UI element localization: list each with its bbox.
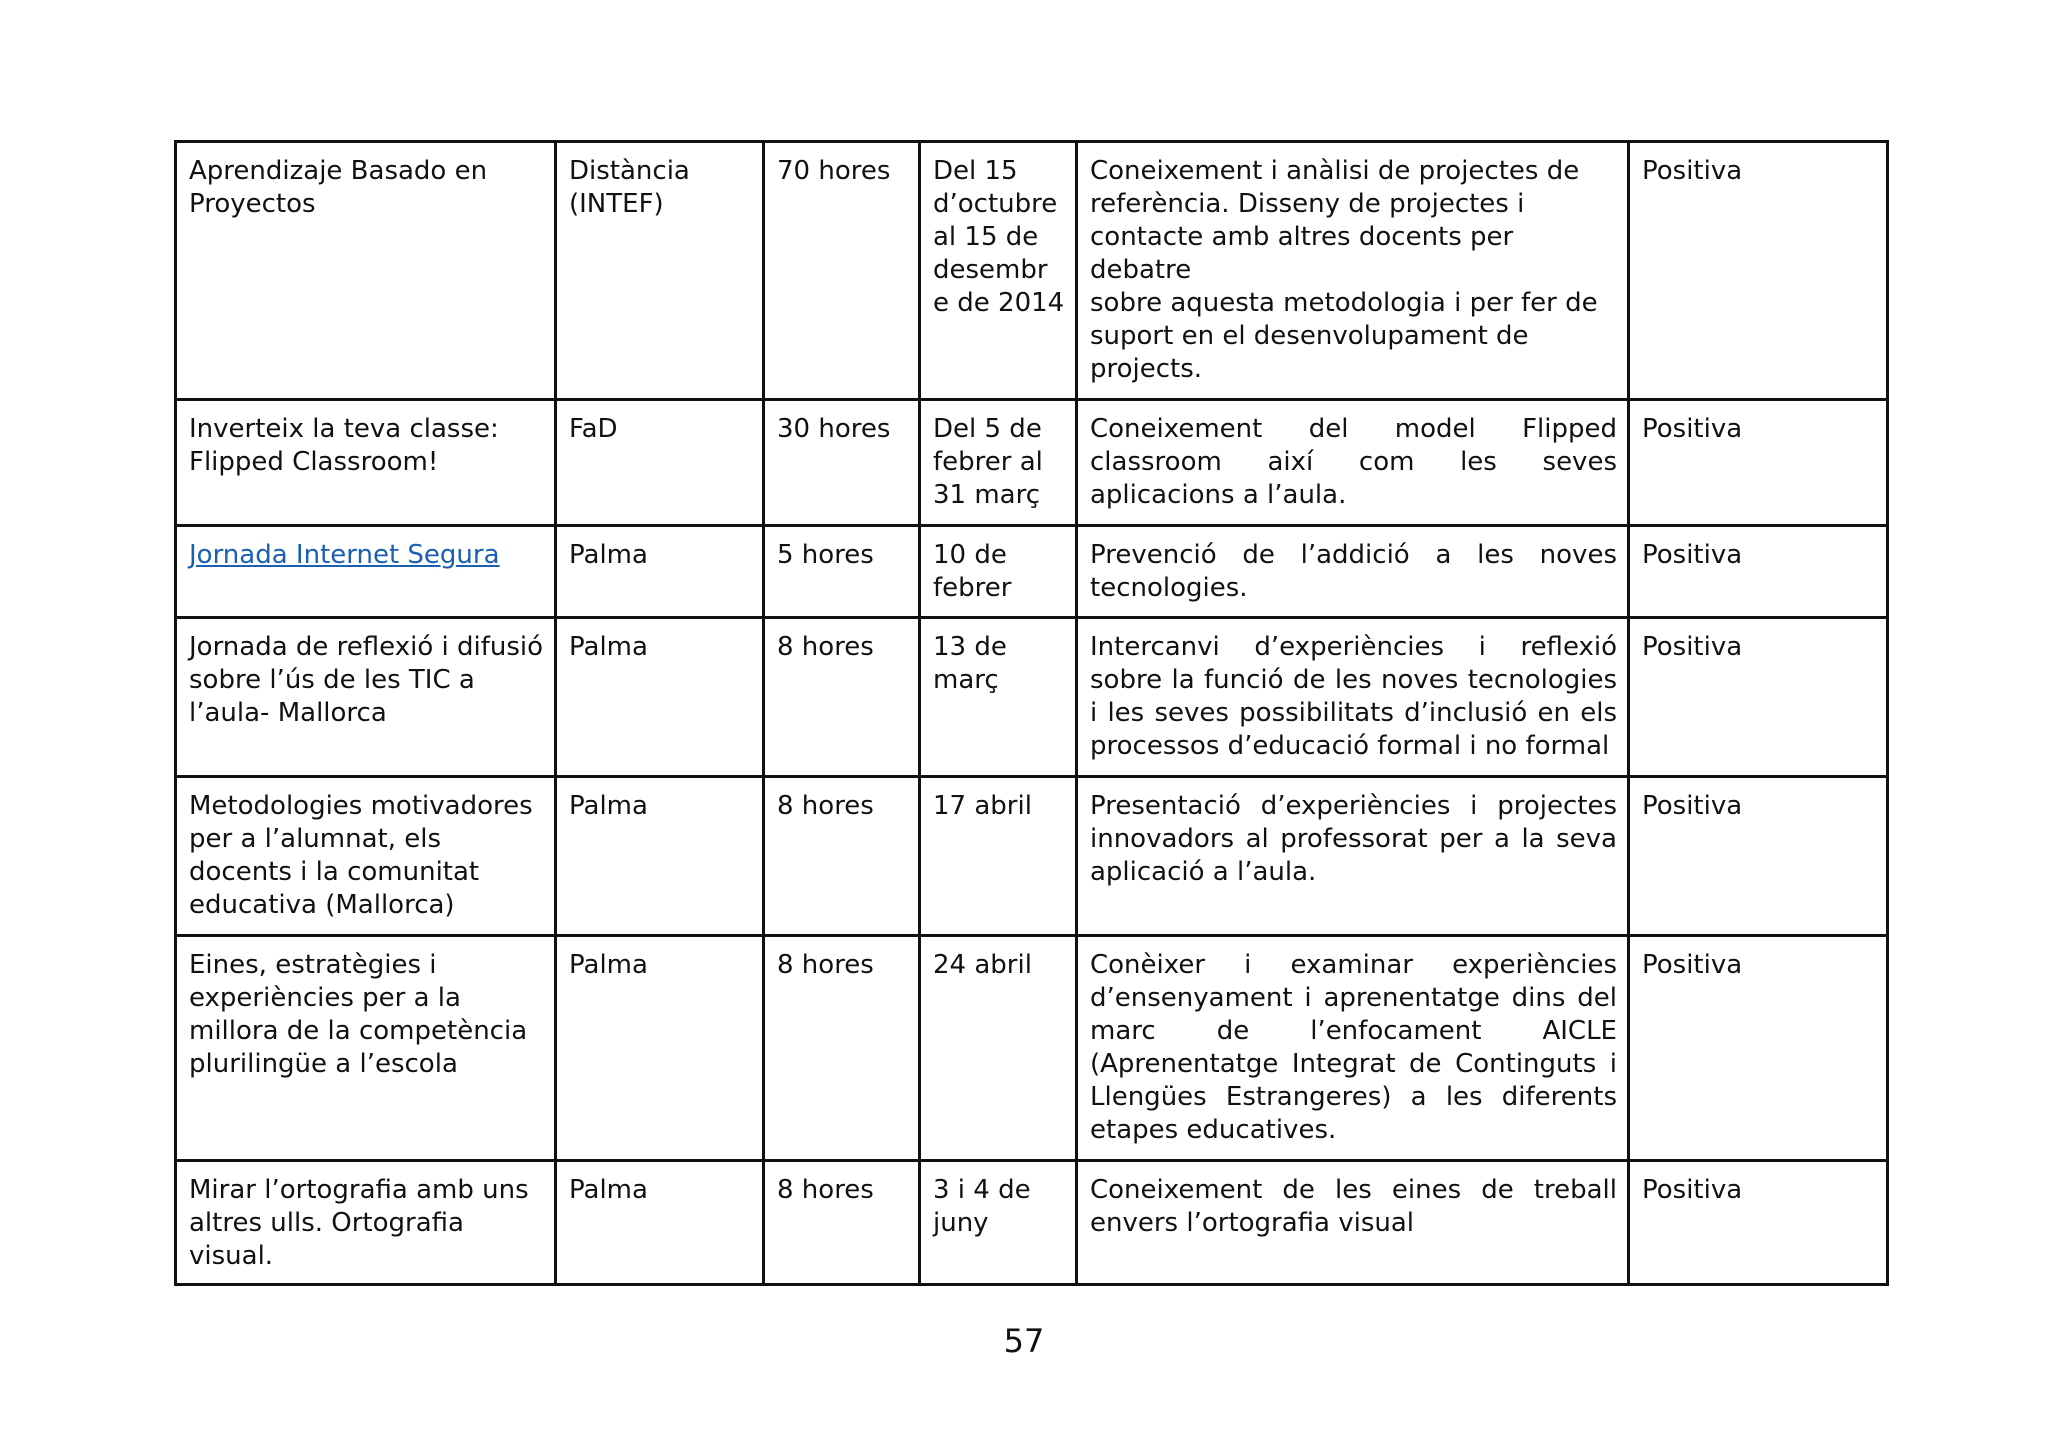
course-description-cell: Coneixement del model Flipped classroom així com les seves aplicacions a l’aula. xyxy=(1077,400,1629,526)
course-rating-cell: Positiva xyxy=(1629,1161,1888,1285)
table-row xyxy=(176,526,1888,618)
course-hours-cell: 8 hores xyxy=(764,936,920,1161)
course-title-cell: Eines, estratègies i experiències per a la millora de la competència plurilingüe a l’escola xyxy=(176,936,556,1161)
course-place-cell: Palma xyxy=(556,618,764,777)
table-row xyxy=(176,936,1888,1161)
course-hours-cell: 70 hores xyxy=(764,142,920,400)
course-description-cell: Conèixer i examinar experiències d’ensenyament i aprenentatge dins del marc de l’enfocament AICLE (Aprenentatge Integrat de Continguts i Llengües Estrangeres) a les diferents etapes educatives. xyxy=(1077,936,1629,1161)
course-description-cell: Intercanvi d’experiències i reflexió sobre la funció de les noves tecnologies i les seves possibilitats d’inclusió en els processos d’educació formal i no formal xyxy=(1077,618,1629,777)
course-title-cell: Aprendizaje Basado en Proyectos xyxy=(176,142,556,400)
course-hours-cell: 8 hores xyxy=(764,777,920,936)
table-row xyxy=(176,142,1888,400)
course-place-cell: Palma xyxy=(556,1161,764,1285)
course-date-cell: 13 de març xyxy=(920,618,1077,777)
course-title-cell: Jornada de reflexió i difusió sobre l’ús de les TIC a l’aula- Mallorca xyxy=(176,618,556,777)
course-date-cell: 10 de febrer xyxy=(920,526,1077,618)
course-place-cell: Palma xyxy=(556,777,764,936)
course-hours-cell: 8 hores xyxy=(764,1161,920,1285)
course-description-cell: Coneixement i anàlisi de projectes de referència. Disseny de projectes i contacte amb altres docents per debatre sobre aquesta metodologia i per fer de suport en el desenvolupament de projects. xyxy=(1077,142,1629,400)
course-place-cell: FaD xyxy=(556,400,764,526)
course-date-cell: 3 i 4 de juny xyxy=(920,1161,1077,1285)
course-rating-cell: Positiva xyxy=(1629,618,1888,777)
course-date-cell: 17 abril xyxy=(920,777,1077,936)
course-description-cell: Prevenció de l’addició a les noves tecnologies. xyxy=(1077,526,1629,618)
course-rating-cell: Positiva xyxy=(1629,526,1888,618)
course-rating-cell: Positiva xyxy=(1629,142,1888,400)
course-title-cell xyxy=(176,526,556,618)
course-date-cell: 24 abril xyxy=(920,936,1077,1161)
course-hours-cell: 8 hores xyxy=(764,618,920,777)
course-rating-cell: Positiva xyxy=(1629,400,1888,526)
course-title-cell: Inverteix la teva classe: Flipped Classroom! xyxy=(176,400,556,526)
course-description-cell: Presentació d’experiències i projectes innovadors al professorat per a la seva aplicació a l’aula. xyxy=(1077,777,1629,936)
course-place-cell: Palma xyxy=(556,526,764,618)
course-place-cell: Distància (INTEF) xyxy=(556,142,764,400)
course-rating-cell: Positiva xyxy=(1629,936,1888,1161)
table-row xyxy=(176,400,1888,526)
course-description-cell: Coneixement de les eines de treball envers l’ortografia visual xyxy=(1077,1161,1629,1285)
course-place-cell: Palma xyxy=(556,936,764,1161)
course-rating-cell: Positiva xyxy=(1629,777,1888,936)
table-row xyxy=(176,1161,1888,1285)
page-number: 57 xyxy=(1003,1322,1045,1360)
course-hours-cell: 30 hores xyxy=(764,400,920,526)
course-title-cell: Metodologies motivadores per a l’alumnat, els docents i la comunitat educativa (Mallorca) xyxy=(176,777,556,936)
course-title-link[interactable]: Jornada Internet Segura xyxy=(189,540,500,570)
course-title-cell: Mirar l’ortografia amb uns altres ulls. Ortografia visual. xyxy=(176,1161,556,1285)
table-row xyxy=(176,777,1888,936)
course-date-cell: Del 15 d’octubre al 15 de desembr e de 2014 xyxy=(920,142,1077,400)
training-courses-table xyxy=(174,140,1889,1286)
table-row xyxy=(176,618,1888,777)
course-hours-cell: 5 hores xyxy=(764,526,920,618)
course-date-cell: Del 5 de febrer al 31 març xyxy=(920,400,1077,526)
